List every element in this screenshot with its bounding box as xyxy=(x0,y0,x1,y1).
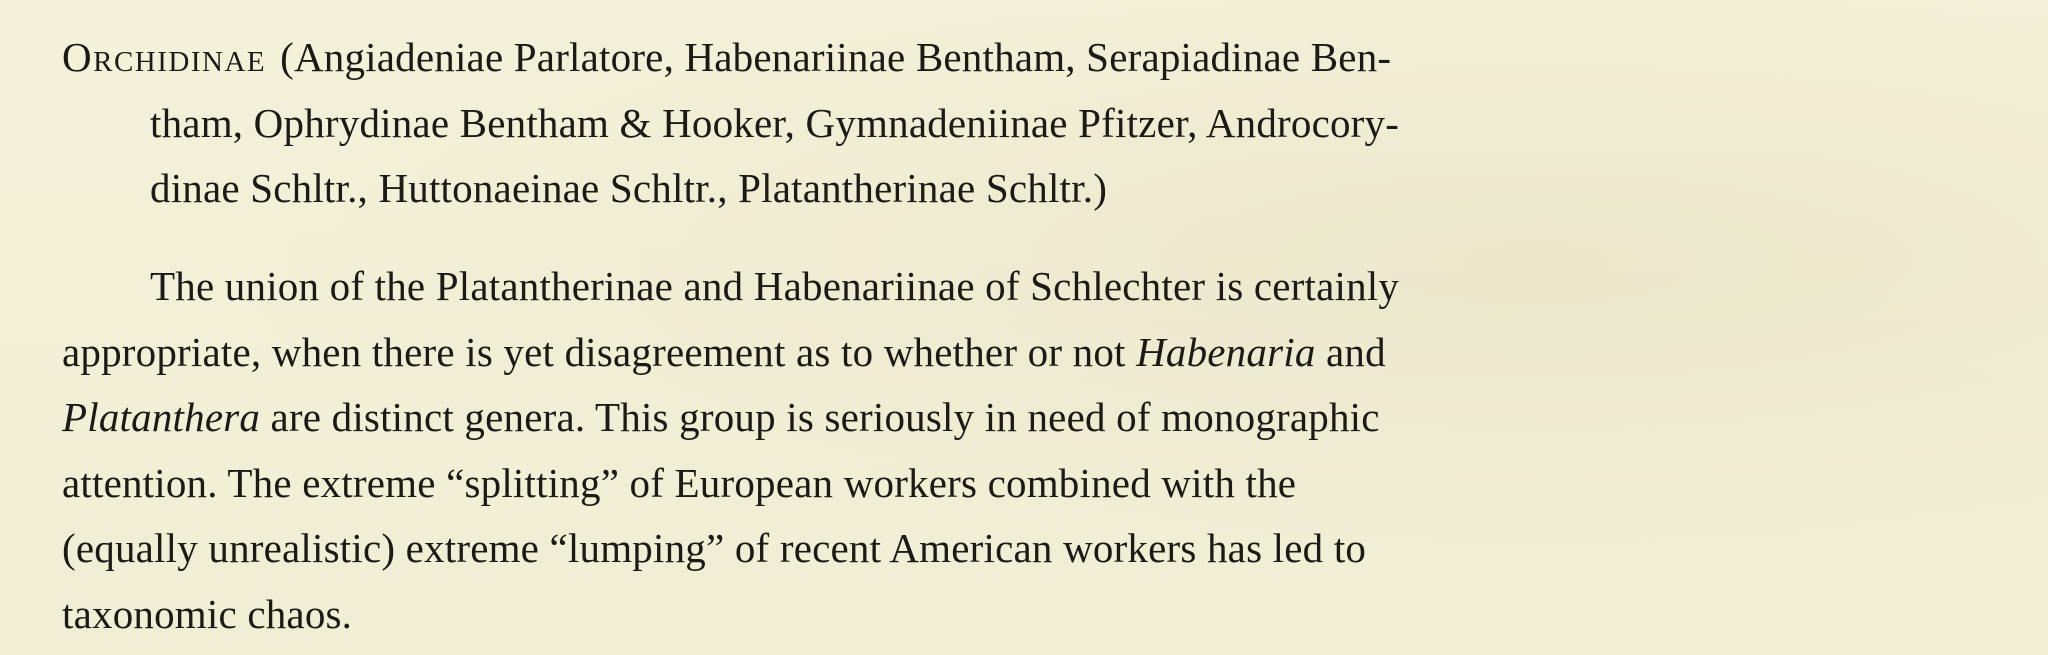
heading-line-2 xyxy=(150,97,1922,149)
paragraph-text-3: are distinct genera. This group is seriously in need of monographic xyxy=(270,394,1380,440)
paragraph-text-2a: appropriate, when there is yet disagreement as to whether or not xyxy=(62,329,1126,375)
genus-habenaria: Habenaria xyxy=(1136,329,1316,375)
paragraph-text-4: attention. The extreme “splitting” of European workers combined with the xyxy=(62,460,1297,506)
paragraph-line-4 xyxy=(62,457,1922,509)
genus-platanthera: Platanthera xyxy=(62,394,261,440)
paragraph-text-6: taxonomic chaos. xyxy=(62,591,353,637)
paragraph-line-3 xyxy=(62,391,1922,443)
synonyms-line-2: tham, Ophrydinae Bentham & Hooker, Gymnadeniinae Pfitzer, Androcory- xyxy=(150,100,1400,146)
heading-line-3 xyxy=(150,162,1107,214)
paragraph-text-1: The union of the Platantherinae and Habenariinae of Schlechter is certainly xyxy=(150,263,1400,309)
paragraph-line-5 xyxy=(62,522,1922,574)
paragraph-text-2b: and xyxy=(1326,329,1386,375)
synonyms-line-3: dinae Schltr., Huttonaeinae Schltr., Platantherinae Schltr.) xyxy=(150,165,1108,211)
paragraph-line-1 xyxy=(150,260,1922,312)
synonyms-line-1: (Angiadeniae Parlatore, Habenariinae Bentham, Serapiadinae Ben- xyxy=(280,34,1392,80)
heading-line-1 xyxy=(62,31,1922,83)
subtribe-name: Orchidinae xyxy=(62,34,267,80)
paragraph-text-5: (equally unrealistic) extreme “lumping” of recent American workers has led to xyxy=(62,525,1367,571)
paragraph-line-2 xyxy=(62,326,1922,378)
paragraph-line-6 xyxy=(62,588,352,640)
